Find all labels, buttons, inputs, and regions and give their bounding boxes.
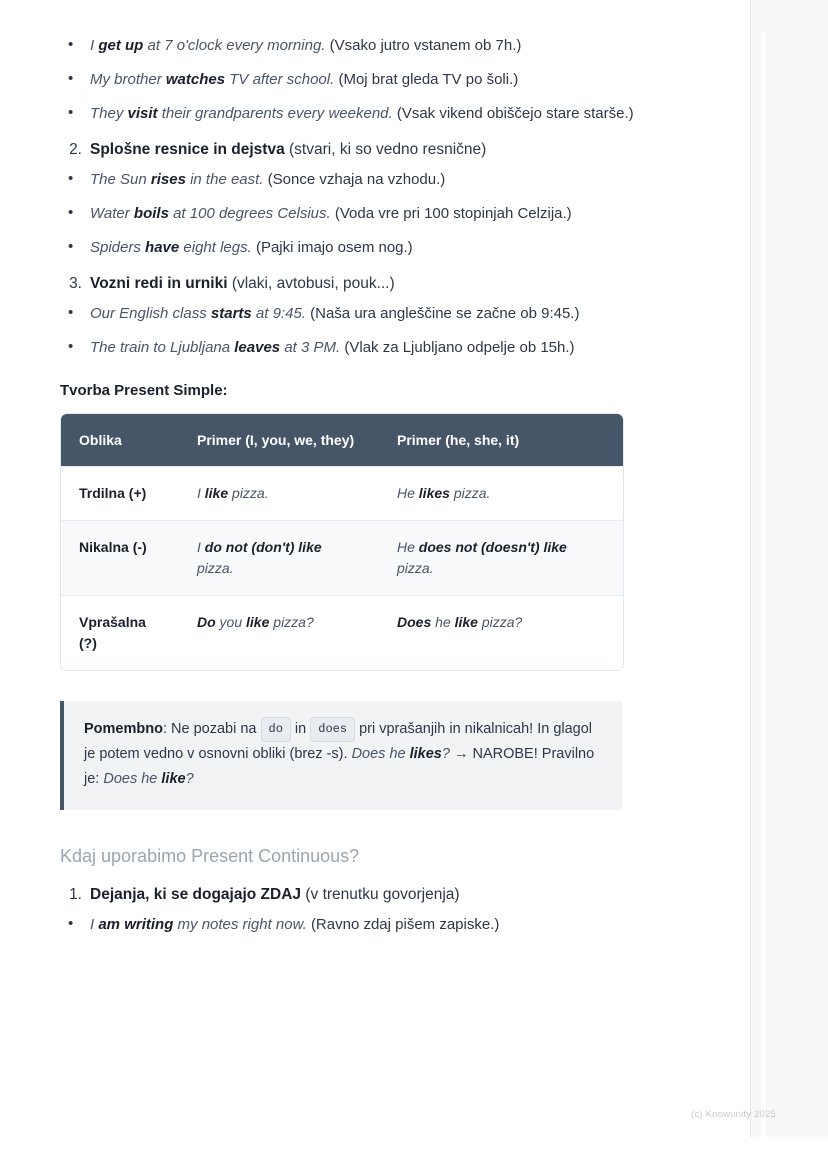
numbered-list — [60, 272, 690, 296]
cell-example-plural: I like pizza. — [179, 466, 379, 520]
example-translation: (Naša ura angleščine se začne ob 9:45.) — [310, 305, 580, 323]
example-translation: (Voda vre pri 100 stopinjah Celzija.) — [334, 205, 572, 223]
example-english: My brother watches TV after school. — [90, 71, 335, 88]
watermark: (c) Knowunity 2025 — [691, 1109, 776, 1120]
numbered-list — [60, 138, 690, 162]
example-english: I get up at 7 o'clock every morning. — [90, 37, 326, 54]
callout-lead: Pomembno — [84, 721, 163, 738]
callout-wrong-example: Does he likes? — [351, 746, 454, 763]
item-number: 3. — [69, 275, 82, 293]
table-header-row — [61, 414, 623, 466]
numbered-list — [60, 883, 690, 907]
cell-example-singular: He does not (doesn't) like pizza. — [379, 520, 623, 595]
callout-arrow: → — [453, 746, 469, 763]
scrollbar-track[interactable] — [761, 32, 766, 1137]
example-english: They visit their grandparents every weekend. — [90, 105, 393, 122]
cell-form: Nikalna (-) — [61, 520, 179, 595]
table-row — [61, 520, 623, 595]
item-title: Vozni redi in urniki — [90, 275, 228, 293]
item-title: Splošne resnice in dejstva — [90, 141, 285, 158]
column-header-primer-singular: Primer (he, she, it) — [379, 414, 623, 466]
list-item — [60, 236, 690, 260]
item-subtitle: (stvari, ki so vedno resnične) — [289, 141, 487, 158]
kbd-does: does — [310, 717, 355, 742]
item-number: 2. — [69, 141, 82, 158]
bullet-list-item-2 — [60, 168, 690, 260]
example-english: The train to Ljubljana leaves at 3 PM. — [90, 339, 341, 357]
example-english: Water boils at 100 degrees Celsius. — [90, 205, 331, 223]
list-item — [60, 168, 690, 192]
example-translation: (Vlak za Ljubljano odpelje ob 15h.) — [344, 339, 575, 357]
important-callout — [60, 701, 622, 810]
example-translation: (Pajki imajo osem nog.) — [255, 239, 413, 257]
example-english: I am writing my notes right now. — [90, 916, 307, 934]
table-row — [61, 466, 623, 520]
numbered-item-2 — [60, 138, 690, 162]
cell-example-plural: I do not (don't) like pizza. — [179, 520, 379, 595]
list-item — [60, 202, 690, 226]
bullet-list-item-3 — [60, 302, 690, 360]
table-row — [61, 595, 623, 670]
cell-example-singular: Does he like pizza? — [379, 595, 623, 670]
tvorba-table — [60, 413, 624, 671]
example-translation: (Ravno zdaj pišem zapiske.) — [310, 916, 500, 934]
callout-right-example: Does he like? — [103, 771, 194, 788]
cell-form: Trdilna (+) — [61, 466, 179, 520]
callout-text-2: in — [290, 721, 311, 738]
numbered-item-3 — [60, 272, 690, 296]
list-item — [60, 913, 690, 937]
example-english: The Sun rises in the east. — [90, 171, 264, 189]
list-item — [60, 336, 690, 360]
column-header-oblika: Oblika — [61, 414, 179, 466]
item-number: 1. — [69, 886, 82, 904]
cell-form: Vprašalna (?) — [61, 595, 179, 670]
cell-example-plural: Do you like pizza? — [179, 595, 379, 670]
numbered-item-1-continuous — [60, 883, 690, 907]
item-subtitle: (v trenutku govorjenja) — [305, 886, 460, 904]
example-english: Spiders have eight legs. — [90, 239, 252, 257]
section-heading-present-continuous: Kdaj uporabimo Present Continuous? — [60, 846, 360, 867]
item-title: Dejanja, ki se dogajajo ZDAJ — [90, 886, 302, 904]
callout-text-1: : Ne pozabi na — [162, 721, 261, 738]
callout-text-4: NAROBE! Pravilno je: — [84, 746, 595, 788]
list-item — [60, 34, 690, 58]
cell-example-singular: He likes pizza. — [379, 466, 623, 520]
example-translation: (Sonce vzhaja na vzhodu.) — [267, 171, 446, 189]
example-english: Our English class starts at 9:45. — [90, 305, 306, 323]
callout-text-3: pri vprašanjih in nikalnicah! In glagol je potem vedno v osnovni obliki (brez -s). — [84, 721, 593, 763]
column-header-primer-plural: Primer (I, you, we, they) — [179, 414, 379, 466]
list-item — [60, 302, 690, 326]
kbd-do: do — [261, 717, 291, 742]
tvorba-label: Tvorba Present Simple: — [60, 382, 228, 400]
list-item — [60, 68, 690, 92]
bullet-list-top — [60, 34, 690, 126]
item-subtitle: (vlaki, avtobusi, pouk...) — [231, 275, 395, 293]
example-translation: (Vsako jutro vstanem ob 7h.) — [329, 37, 522, 54]
example-translation: (Vsak vikend obiščejo stare starše.) — [396, 105, 634, 122]
example-translation: (Moj brat gleda TV po šoli.) — [338, 71, 519, 88]
bullet-list-continuous — [60, 913, 690, 937]
list-item — [60, 102, 690, 126]
